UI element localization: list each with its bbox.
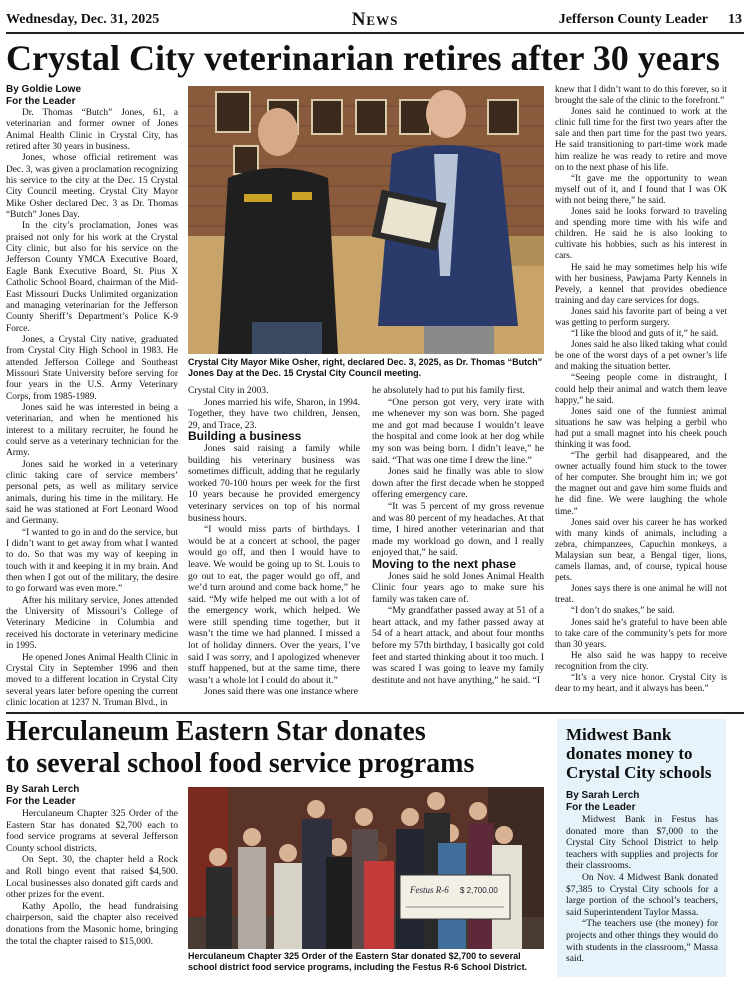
body-paragraph: “The teachers use (the money) for projects and other things they would do with students in the classroom,” Massa said.	[566, 918, 718, 965]
body-paragraph: “It gave me the opportunity to wean myself out of it, and I found that I was OK with not being there,” he said.	[555, 172, 727, 205]
body-paragraph: Jones said he finally was able to slow down after the first decade when he stopped offering emergency care.	[372, 466, 544, 501]
body-paragraph: He said he may sometimes help his wife with her business, Pawjama Party Kennels in Pevely, a kennel that provides obedience training and day care services for dogs.	[555, 261, 727, 305]
subhead-building-a-business: Building a business	[188, 429, 302, 444]
body-paragraph: “It’s a very nice honor. Crystal City is dear to my heart, and it always has been.”	[555, 671, 727, 694]
article1-byline	[6, 84, 178, 108]
body-paragraph: Jones says there is one animal he will not treat.	[555, 583, 727, 605]
body-paragraph: Jones said raising a family while building his veterinary business was sometimes difficult, adding that he regularly worked 70-100 hours per week for the first 10 years because he provided emergency veterinary services on top of his normal business hours.	[188, 442, 360, 524]
article2-headline	[6, 716, 546, 780]
byline-author: By Sarah Lerch	[566, 790, 640, 801]
byline-org: For the Leader	[6, 96, 76, 107]
body-paragraph: Jones said he looks forward to traveling and spending more time with his wife and children. He said he is also looking to cultivate his hobbies, such as his interest in cars.	[555, 206, 727, 261]
council-photo-illustration	[188, 86, 544, 354]
sidebar-headline: Midwest Bank donates money to Crystal City schools	[566, 725, 712, 782]
body-paragraph: Dr. Thomas “Butch” Jones, 61, a veterinarian and former owner of Jones Animal Health Clinic in Crystal City, has retired after 30 years in business.	[6, 108, 178, 153]
column-3-intro	[372, 385, 544, 559]
page-header	[6, 6, 744, 34]
body-paragraph: Jones married his wife, Sharon, in 1994. Together, they have two children, Jensen, 29, and Trace, 23.	[188, 396, 360, 431]
section-name: News	[351, 9, 399, 30]
subhead-moving-to-next-phase: Moving to the next phase	[372, 556, 517, 571]
body-paragraph: On Sept. 30, the chapter held a Rock and Roll bingo event that raised $4,500. Local businesses also donated gift cards and other prizes for the event.	[6, 854, 178, 901]
page-number: 13	[728, 12, 742, 27]
body-paragraph: “I wanted to go in and do the service, but I didn’t want to get away from what I wanted to do. So that was my way of keeping in touch with it and keeping it in my brain. And then when I got out of the military, the desire to go forward was even more.”	[6, 527, 178, 595]
council-photo	[188, 86, 544, 354]
publication-name: Jefferson County Leader	[558, 12, 708, 27]
column-2-body	[188, 443, 360, 698]
column-3-body	[372, 571, 544, 687]
body-paragraph: “I would miss parts of birthdays. I would be at a concert at school, the pager would go off, and then I would have to leave. We would be going up to St. Louis to go out to eat, the pager would go off, and we’d turn around and come back home,” he said. “My wife helped me out with a lot of the emergency work, which helped. We were still spending time together, but it wasn’t the time we had planned. I missed a lot of holiday dinners. Over the years, I’ve said I was sorry, and I apologized whenever stuff happened, but at the same time, there wasn’t a whole lot I could do about it.”	[188, 524, 360, 686]
check-payee-text: Festus R-6	[410, 885, 449, 895]
body-paragraph: Jones said over his career he has worked with many kinds of animals, including a zebra, chimpanzees, Capuchin monkeys, a Malaysian sun bear, a Bengal tiger, lions, camels llamas, and, of course, typical house pets.	[555, 516, 727, 583]
article2-column-1	[6, 784, 178, 979]
byline-org: For the Leader	[566, 802, 636, 813]
body-paragraph: Jones said one of the funniest animal situations he saw was helping a gerbil who had put a small magnet into his cheek pouch thinking it was food.	[555, 405, 727, 449]
body-paragraph: Jones said he also liked taking what could be one of the worst days of a pet owner’s life and making the situation better.	[555, 339, 727, 372]
body-paragraph: knew that I didn’t want to do this forever, so it brought the sale of the clinic to the forefront.”	[555, 84, 727, 106]
sidebar-byline	[566, 790, 718, 814]
body-paragraph: Midwest Bank in Festus has donated more than $7,000 to the Crystal City School District to help teachers with supplies and projects for their classrooms.	[566, 814, 718, 872]
body-paragraph: In the city’s proclamation, Jones was praised not only for his work at the Crystal City clinic, but also for his service on the Jefferson County YMCA Executive Board, Eagle Bank Executive Board, St. Pius X Catholic School Board, chairman of the Mid-East Missouri Ducks Unlimited organization and managing veterinarian for the Jefferson County Sheriff’s Department’s Police K-9 Force.	[6, 221, 178, 334]
body-paragraph: “I like the blood and guts of it,” he said.	[571, 328, 719, 339]
check-amount-text: $ 2,700.00	[460, 886, 498, 895]
body-paragraph: “One person got very, very irate with me whenever my son was born. She paged me and got mad because I wouldn’t leave the hospital and come look at her dog while my son was being born. I didn’t leave,” he said. “That was one time I drew the line.”	[372, 396, 544, 466]
article1-column-4	[555, 84, 727, 710]
column-2-intro	[188, 385, 360, 431]
eastern-star-photo-caption: Herculaneum Chapter 325 Order of the Eastern Star donated $2,700 to several school district food service programs, including the Festus R-6 School District.	[188, 951, 528, 972]
eastern-star-photo	[188, 787, 544, 949]
body-paragraph: “It was 5 percent of my gross revenue and was 80 percent of my headaches. At that time, I hired another veterinarian and that made my workload go down, and I really enjoyed that,” he said.	[372, 500, 544, 559]
body-paragraph: After his military service, Jones attended the University of Missouri’s College of Veterinary Medicine in Columbia and received his doctorate in veterinary medicine in 1995.	[6, 595, 178, 652]
body-paragraph: “Seeing people come in distraught, I could help their animal and watch them leave happy,” he said.	[555, 372, 727, 405]
issue-date: Wednesday, Dec. 31, 2025	[6, 12, 160, 27]
midwest-bank-sidebar	[557, 719, 726, 977]
body-paragraph: Herculaneum Chapter 325 Order of the Eastern Star has donated $2,700 each to food service programs at several Jefferson County school districts.	[6, 808, 178, 854]
body-paragraph: he absolutely had to put his family first.	[372, 385, 525, 396]
body-paragraph: He opened Jones Animal Health Clinic in Crystal City in September 1996 and then moved to a different location in Crystal City several years later before opening the current clinic location at 1237 N. Truman Blvd., in	[6, 652, 178, 708]
section-divider	[6, 712, 744, 714]
body-paragraph: Jones said he worked in a veterinary clinic taking care of service members’ personal pets, as well as military service animals, during his time in the military. He said he was stationed at Fort Leonard Wood and Germany.	[6, 459, 178, 527]
article1-column-1	[6, 84, 178, 710]
article1-column-3	[372, 385, 544, 710]
body-paragraph: Jones said he was interested in being a veterinarian, and when he mentioned his interest to a military recruiter, he found he could serve as a veterinary technician for the Army.	[6, 402, 178, 459]
body-paragraph: Jones, whose official retirement was Dec. 3, was given a proclamation recognizing his service to the city at the Dec. 15 Crystal City Council meeting. Crystal City Mayor Mike Osher declared Dec. 3 as Dr. Thomas “Butch” Jones Day.	[6, 153, 178, 221]
body-paragraph: “My grandfather passed away at 51 of a heart attack, and my father passed away at 54 of a heart attack, and about four months before my 57th birthday, I basically got cold feet and started thinking about it too much. I was scared I was going to leave my family destitute and not have anything,” he said. “I	[372, 605, 544, 686]
article1-headline: Crystal City veterinarian retires after 30 years	[6, 38, 720, 78]
byline-org: For the Leader	[6, 796, 76, 807]
body-paragraph: Jones, a Crystal City native, graduated from Crystal City High School in 1983. He attended Jefferson College and Southeast Missouri State University before serving for four years in the U.S. Army Veterinary Corps, from 1985-1989.	[6, 334, 178, 402]
body-paragraph: Jones said there was one instance where	[204, 686, 358, 698]
eastern-star-photo-illustration	[188, 787, 544, 949]
council-photo-caption: Crystal City Mayor Mike Osher, right, declared Dec. 3, 2025, as Dr. Thomas “Butch” Jones Day at the Dec. 15 Crystal City Council meeting.	[188, 357, 543, 378]
body-paragraph: Jones said his favorite part of being a vet was getting to perform surgery.	[555, 305, 727, 327]
body-paragraph: He also said he was happy to receive recognition from the city.	[555, 649, 727, 671]
body-paragraph: “I don’t do snakes,” he said.	[571, 605, 675, 616]
body-paragraph: Jones said he continued to work at the clinic full time for the first two years after the sale and then part time for the past two years. He said transitioning to part-time work made him realize he was ready to retire and move on to the next phase of his life.	[555, 106, 727, 172]
article2-byline	[6, 784, 178, 808]
article2-headline-line-1: Herculaneum Eastern Star donates	[6, 716, 426, 747]
body-paragraph: On Nov. 4 Midwest Bank donated $7,385 to Crystal City schools for a large portion of the school’s teachers, said Superintendent Taylor Massa.	[566, 871, 718, 918]
body-paragraph: Jones said he’s grateful to have been able to take care of the community’s pets for more than 30 years.	[555, 616, 727, 649]
sidebar-body	[566, 790, 718, 975]
body-paragraph: Crystal City in 2003.	[188, 385, 269, 396]
body-paragraph: Jones said he sold Jones Animal Health Clinic four years ago to make sure his family was taken care of.	[372, 570, 544, 605]
article1-column-2	[188, 385, 360, 710]
byline-author: By Sarah Lerch	[6, 784, 80, 795]
body-paragraph: “The gerbil had disappeared, and the owner actually found him stuck to the tower of her computer. She brought him in; we got the magnet out and gave him some fluids and he did fine. We were laughing the whole time.”	[555, 450, 727, 516]
article2-headline-line-2: to several school food service programs	[6, 748, 475, 779]
byline-author: By Goldie Lowe	[6, 84, 82, 95]
body-paragraph: Kathy Apollo, the head fundraising chairperson, said the chapter also received donations from the Masonic home, bringing the total the chapter raised to $15,000.	[6, 900, 178, 947]
